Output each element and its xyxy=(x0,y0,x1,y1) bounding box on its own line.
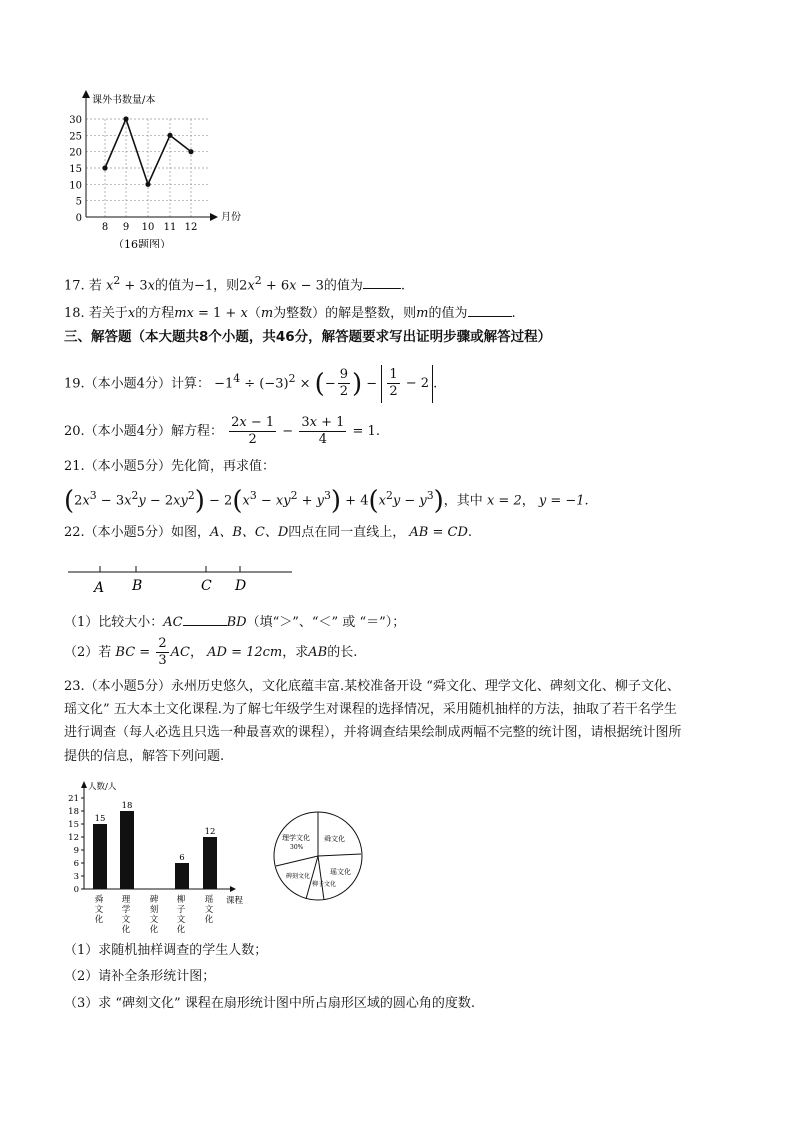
data-point-11 xyxy=(167,133,172,138)
section-3-heading: 三、解答题（本大题共8个小题，共46分，解答题要求写出证明步骤或解答过程） xyxy=(64,329,552,345)
x-tick-碑刻文化-2: 文 xyxy=(149,915,159,925)
question-20: 20.（本小题4分）解方程： $\frac{2x - 1}{2}$ − $\frac{3x + 1}{4}$ = 1. xyxy=(64,415,380,447)
y-axis-arrow xyxy=(82,90,90,98)
bar-柳子文化 xyxy=(175,863,189,889)
bar-label-舜文化: 15 xyxy=(94,814,106,824)
x-tick-柳子文化-0: 柳 xyxy=(176,895,186,905)
question-18: 18. 若关于x的方程mx = 1 + x（m为整数）的解是整数，则m的值为 . xyxy=(64,302,516,324)
point-A-label: A xyxy=(94,580,105,596)
y-tick-25: 25 xyxy=(69,131,82,143)
question-22-part-2: （2）若 BC = $\frac{2}{3}$ AC， AD = 12cm，求AB的长. xyxy=(64,636,358,668)
y-tick-12: 12 xyxy=(68,833,79,843)
y-tick-30: 30 xyxy=(69,115,82,126)
x-tick-舜文化-1: 文 xyxy=(94,905,104,915)
y-tick-3: 3 xyxy=(73,872,79,882)
x-tick-舜文化-0: 舜 xyxy=(94,895,104,905)
q23-pie-chart xyxy=(268,808,368,908)
answer-blank-22[interactable] xyxy=(183,611,227,626)
q16-line-chart xyxy=(60,88,260,248)
y-tick-18: 18 xyxy=(68,807,79,817)
data-point-12 xyxy=(188,149,193,154)
question-23-part-1: （1）求随机抽样调查的学生人数； xyxy=(64,943,268,958)
x-tick-舜文化-2: 化 xyxy=(94,915,104,925)
x-tick-理学文化-0: 理 xyxy=(121,895,131,905)
y-tick-15: 15 xyxy=(69,164,82,175)
answer-blank-18[interactable] xyxy=(468,302,512,317)
pie-label-pct: 30% xyxy=(290,844,304,851)
y-tick-6: 6 xyxy=(73,859,79,869)
question-23-part-2: （2）请补全条形统计图； xyxy=(64,969,216,984)
q22-line-diagram xyxy=(64,560,304,600)
question-22-part-1: （1）比较大小：AC BD（填“＞”、“＜” 或 “＝”）； xyxy=(64,611,405,633)
point-D-label: D xyxy=(235,578,247,594)
x-tick-理学文化-2: 文 xyxy=(121,915,131,925)
x-axis-label: 月份 xyxy=(221,212,241,223)
data-point-9 xyxy=(123,116,128,121)
y-tick-15: 15 xyxy=(68,820,79,830)
x-tick-11: 11 xyxy=(163,222,177,233)
pie-label-beike: 碑刻文化 xyxy=(286,873,311,880)
x-tick-理学文化-3: 化 xyxy=(121,925,131,935)
chart-caption: （16题图） xyxy=(113,238,171,248)
data-point-8 xyxy=(102,165,107,170)
question-17: 17. 若 $x^2 + 3x$的值为−1，则$2x^2 + 6x - 3$的值为 . xyxy=(64,274,406,294)
question-21-expression: $(2x^3 - 3x^2y - 2xy^2) - 2(x^3 - xy^2 + y^3) + 4(x^2y - y^3)$，其中 x = 2， y = −1. xyxy=(64,485,589,516)
y-tick-0: 0 xyxy=(75,213,82,224)
y-tick-21: 21 xyxy=(68,794,79,804)
pie-label-lixue: 理学文化 xyxy=(282,834,310,842)
x-tick-瑶文化-1: 文 xyxy=(204,905,214,915)
x-tick-8: 8 xyxy=(101,222,109,233)
x-tick-理学文化-1: 学 xyxy=(121,905,131,915)
question-22: 22.（本小题5分）如图，A、B、C、D四点在同一直线上， AB = CD. xyxy=(64,525,473,540)
x-tick-12: 12 xyxy=(184,222,198,233)
bar-理学文化 xyxy=(120,811,134,889)
x-tick-柳子文化-2: 文 xyxy=(176,915,186,925)
answer-blank-17[interactable] xyxy=(363,274,401,289)
question-23-line-4: 提供的信息，解答下列问题. xyxy=(64,749,225,764)
y-tick-10: 10 xyxy=(69,180,82,192)
bar-舜文化 xyxy=(93,824,107,889)
x-tick-碑刻文化-1: 刻 xyxy=(149,905,159,915)
pie-label-shun: 舜文化 xyxy=(324,835,345,843)
x-axis-arrow xyxy=(210,213,218,221)
bar-label-理学文化: 18 xyxy=(121,801,133,811)
point-C-label: C xyxy=(201,578,212,594)
question-21-prefix: 21.（本小题5分）先化简，再求值： xyxy=(64,459,275,474)
bar-瑶文化 xyxy=(203,837,217,889)
x-axis-arrow xyxy=(230,886,236,892)
bar-label-瑶文化: 12 xyxy=(204,827,216,837)
x-tick-10: 10 xyxy=(141,222,155,233)
question-23-line-3: 进行调查（每人必选且只选一种最喜欢的课程），并将调查结果绘制成两幅不完整的统计图，请根据统计图所 xyxy=(64,725,682,740)
question-19: 19.（本小题4分）计算： $-1^4 \div (-3)^2$ × (− $\frac{9}{2}$ ) − $\frac{1}{2}$ − 2 . xyxy=(64,360,437,403)
bar-label-柳子文化: 6 xyxy=(179,853,185,863)
point-B-label: B xyxy=(132,578,143,594)
x-tick-碑刻文化-3: 化 xyxy=(149,925,159,935)
y-tick-5: 5 xyxy=(75,196,82,208)
question-23-line-2: 瑶文化” 五大本土文化课程.为了解七年级学生对课程的选择情况，采用随机抽样的方法，抽取了若干名学生 xyxy=(64,702,677,717)
q23-bar-chart xyxy=(60,778,260,938)
y-axis-label: 课外书数量/本 xyxy=(92,95,156,106)
y-axis-label: 人数/人 xyxy=(88,782,117,792)
y-tick-20: 20 xyxy=(69,147,82,159)
x-tick-瑶文化-0: 瑶 xyxy=(204,895,214,905)
x-tick-瑶文化-2: 化 xyxy=(204,915,214,925)
y-tick-0: 0 xyxy=(73,885,79,895)
question-23-line-1: 23.（本小题5分）永州历史悠久，文化底蕴丰富.某校准备开设 “舜文化、理学文化、碑刻文化、柳子文化、 xyxy=(64,679,680,694)
y-tick-9: 9 xyxy=(73,846,79,856)
x-axis-label: 课程 xyxy=(226,896,244,906)
x-tick-柳子文化-3: 化 xyxy=(176,925,186,935)
x-tick-柳子文化-1: 子 xyxy=(176,905,186,915)
x-tick-碑刻文化-0: 碑 xyxy=(149,895,159,905)
question-23-part-3: （3）求 “碑刻文化” 课程在扇形统计图中所占扇形区域的圆心角的度数. xyxy=(64,996,475,1011)
pie-label-yao: 瑶文化 xyxy=(330,868,351,876)
pie-label-liuzi: 柳子文化 xyxy=(312,881,337,888)
x-tick-9: 9 xyxy=(122,222,130,233)
data-point-10 xyxy=(145,182,150,187)
y-axis-arrow xyxy=(81,781,87,788)
